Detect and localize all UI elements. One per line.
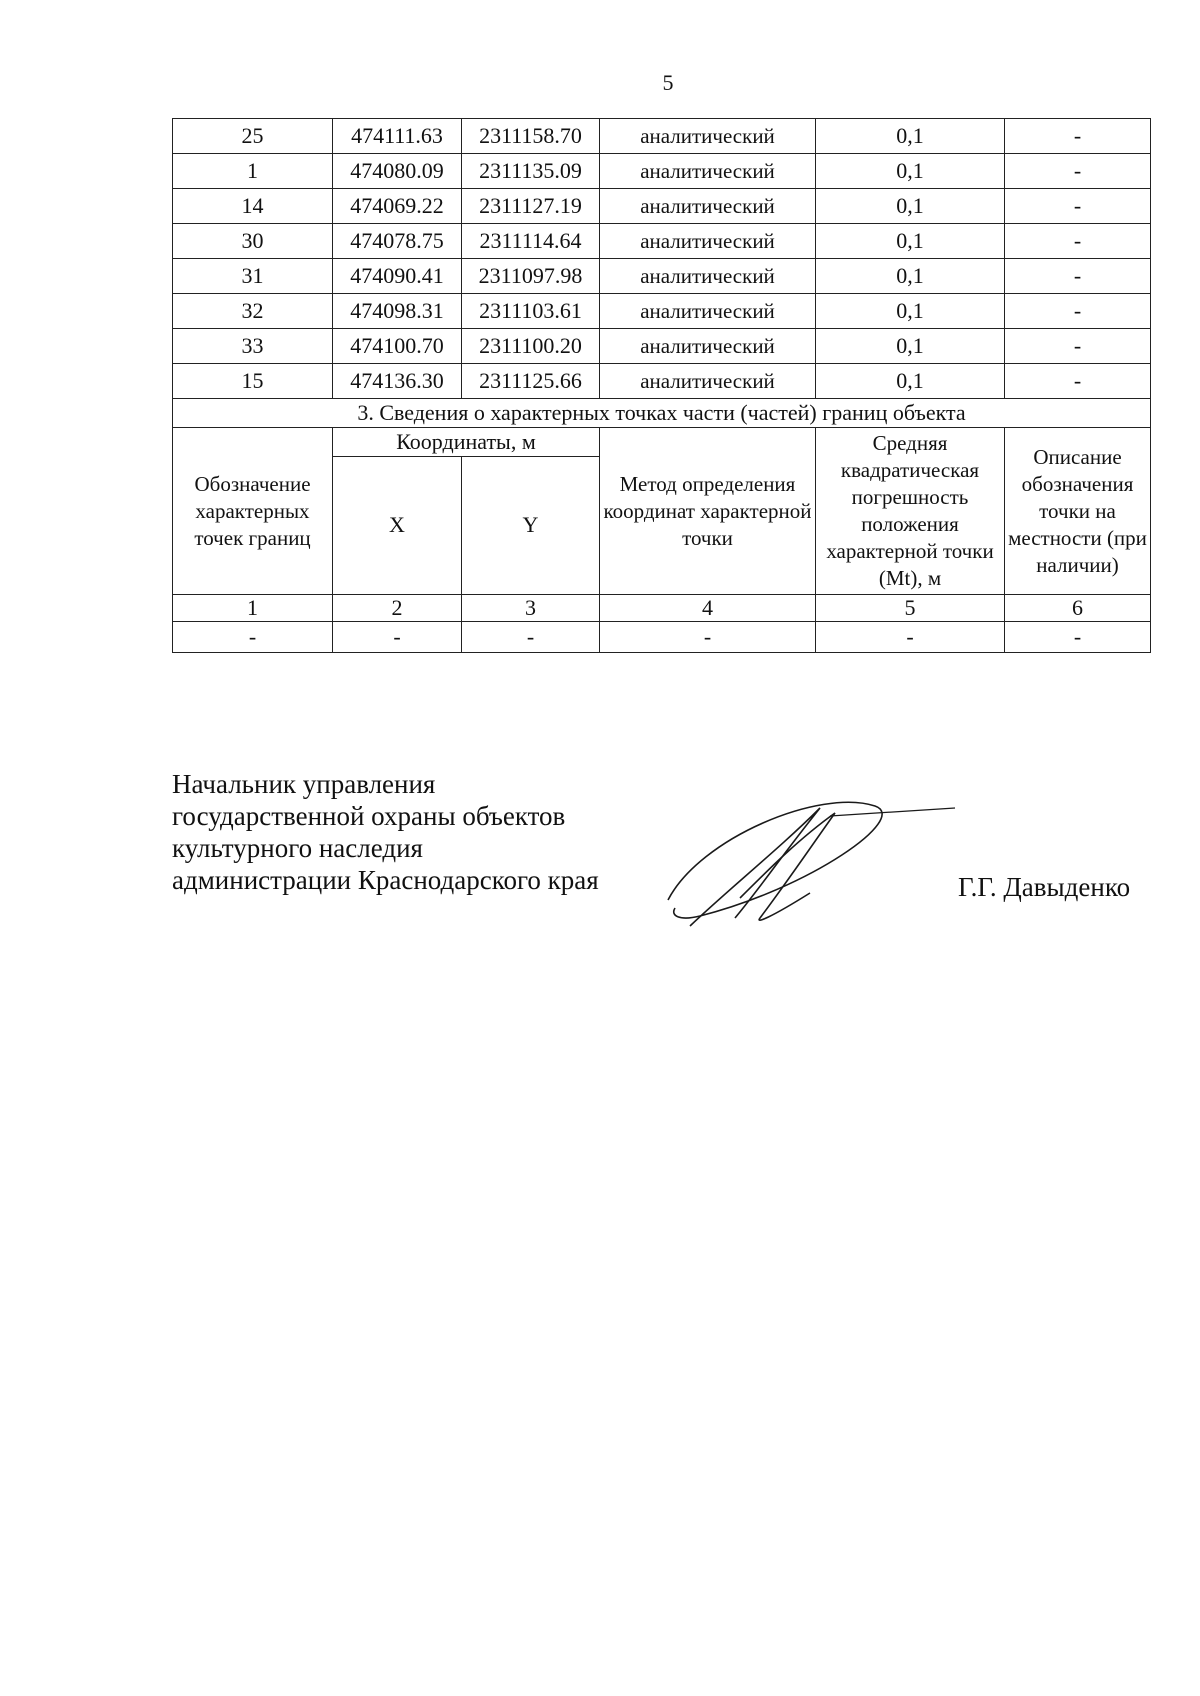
description-cell: -: [1005, 119, 1151, 154]
section-title-row: [173, 399, 1151, 428]
point-cell: 25: [173, 119, 333, 154]
method-cell: аналитический: [600, 294, 816, 329]
error-header: Средняя квадратическая погрешность положения характерной точки (Mt), м: [816, 428, 1005, 595]
x-header: X: [333, 456, 462, 594]
y-cell: 2311103.61: [462, 294, 600, 329]
handwritten-signature: [660, 778, 960, 938]
point-cell: 31: [173, 259, 333, 294]
position-line: администрации Краснодарского края: [172, 865, 599, 895]
y-header: Y: [462, 456, 600, 594]
table-row: [173, 622, 1151, 653]
description-cell: -: [1005, 364, 1151, 399]
coordinates-table: [172, 118, 1151, 653]
page-number: 5: [662, 70, 674, 95]
column-number: 5: [816, 595, 1005, 622]
method-cell: аналитический: [600, 224, 816, 259]
point-cell: 30: [173, 224, 333, 259]
point-cell: 1: [173, 154, 333, 189]
x-cell: 474069.22: [333, 189, 462, 224]
point-cell: 33: [173, 329, 333, 364]
method-cell: аналитический: [600, 364, 816, 399]
y-cell: 2311097.98: [462, 259, 600, 294]
column-number: 4: [600, 595, 816, 622]
x-cell: 474100.70: [333, 329, 462, 364]
y-cell: 2311100.20: [462, 329, 600, 364]
method-header: Метод определения координат характерной точки: [600, 428, 816, 595]
signatory-name: Г.Г. Давыденко: [958, 872, 1131, 902]
table-row: [173, 329, 1151, 364]
table-row: [173, 119, 1151, 154]
table-row: [173, 294, 1151, 329]
position-line: государственной охраны объектов: [172, 801, 566, 831]
point-designation-header: Обозначение характерных точек границ: [173, 428, 333, 595]
column-number-row: [173, 595, 1151, 622]
column-number: 6: [1005, 595, 1151, 622]
description-cell: -: [1005, 259, 1151, 294]
table-row: [173, 224, 1151, 259]
x-cell: 474098.31: [333, 294, 462, 329]
empty-cell: -: [816, 622, 1005, 653]
table-row: [173, 189, 1151, 224]
error-cell: 0,1: [816, 189, 1005, 224]
table-row: [173, 259, 1151, 294]
empty-cell: -: [333, 622, 462, 653]
y-cell: 2311125.66: [462, 364, 600, 399]
x-cell: 474090.41: [333, 259, 462, 294]
table-row: [173, 154, 1151, 189]
table-row: [173, 364, 1151, 399]
empty-cell: -: [462, 622, 600, 653]
empty-cell: -: [600, 622, 816, 653]
point-cell: 32: [173, 294, 333, 329]
point-cell: 15: [173, 364, 333, 399]
point-cell: 14: [173, 189, 333, 224]
y-cell: 2311135.09: [462, 154, 600, 189]
description-cell: -: [1005, 329, 1151, 364]
error-cell: 0,1: [816, 154, 1005, 189]
error-cell: 0,1: [816, 119, 1005, 154]
column-number: 1: [173, 595, 333, 622]
x-cell: 474136.30: [333, 364, 462, 399]
signatory-position: [172, 768, 599, 896]
x-cell: 474078.75: [333, 224, 462, 259]
description-header: Описание обозначения точки на местности (при наличии): [1005, 428, 1151, 595]
empty-cell: -: [173, 622, 333, 653]
error-cell: 0,1: [816, 329, 1005, 364]
position-line: Начальник управления: [172, 769, 436, 799]
y-cell: 2311127.19: [462, 189, 600, 224]
header-row: [173, 428, 1151, 457]
y-cell: 2311158.70: [462, 119, 600, 154]
error-cell: 0,1: [816, 294, 1005, 329]
description-cell: -: [1005, 189, 1151, 224]
x-cell: 474080.09: [333, 154, 462, 189]
position-line: культурного наследия: [172, 833, 423, 863]
description-cell: -: [1005, 224, 1151, 259]
error-cell: 0,1: [816, 364, 1005, 399]
x-cell: 474111.63: [333, 119, 462, 154]
description-cell: -: [1005, 154, 1151, 189]
method-cell: аналитический: [600, 259, 816, 294]
coordinates-header: Координаты, м: [333, 428, 600, 457]
y-cell: 2311114.64: [462, 224, 600, 259]
method-cell: аналитический: [600, 189, 816, 224]
column-number: 3: [462, 595, 600, 622]
method-cell: аналитический: [600, 119, 816, 154]
error-cell: 0,1: [816, 259, 1005, 294]
empty-cell: -: [1005, 622, 1151, 653]
method-cell: аналитический: [600, 329, 816, 364]
column-number: 2: [333, 595, 462, 622]
error-cell: 0,1: [816, 224, 1005, 259]
method-cell: аналитический: [600, 154, 816, 189]
section-title: 3. Сведения о характерных точках части (частей) границ объекта: [173, 399, 1151, 428]
description-cell: -: [1005, 294, 1151, 329]
